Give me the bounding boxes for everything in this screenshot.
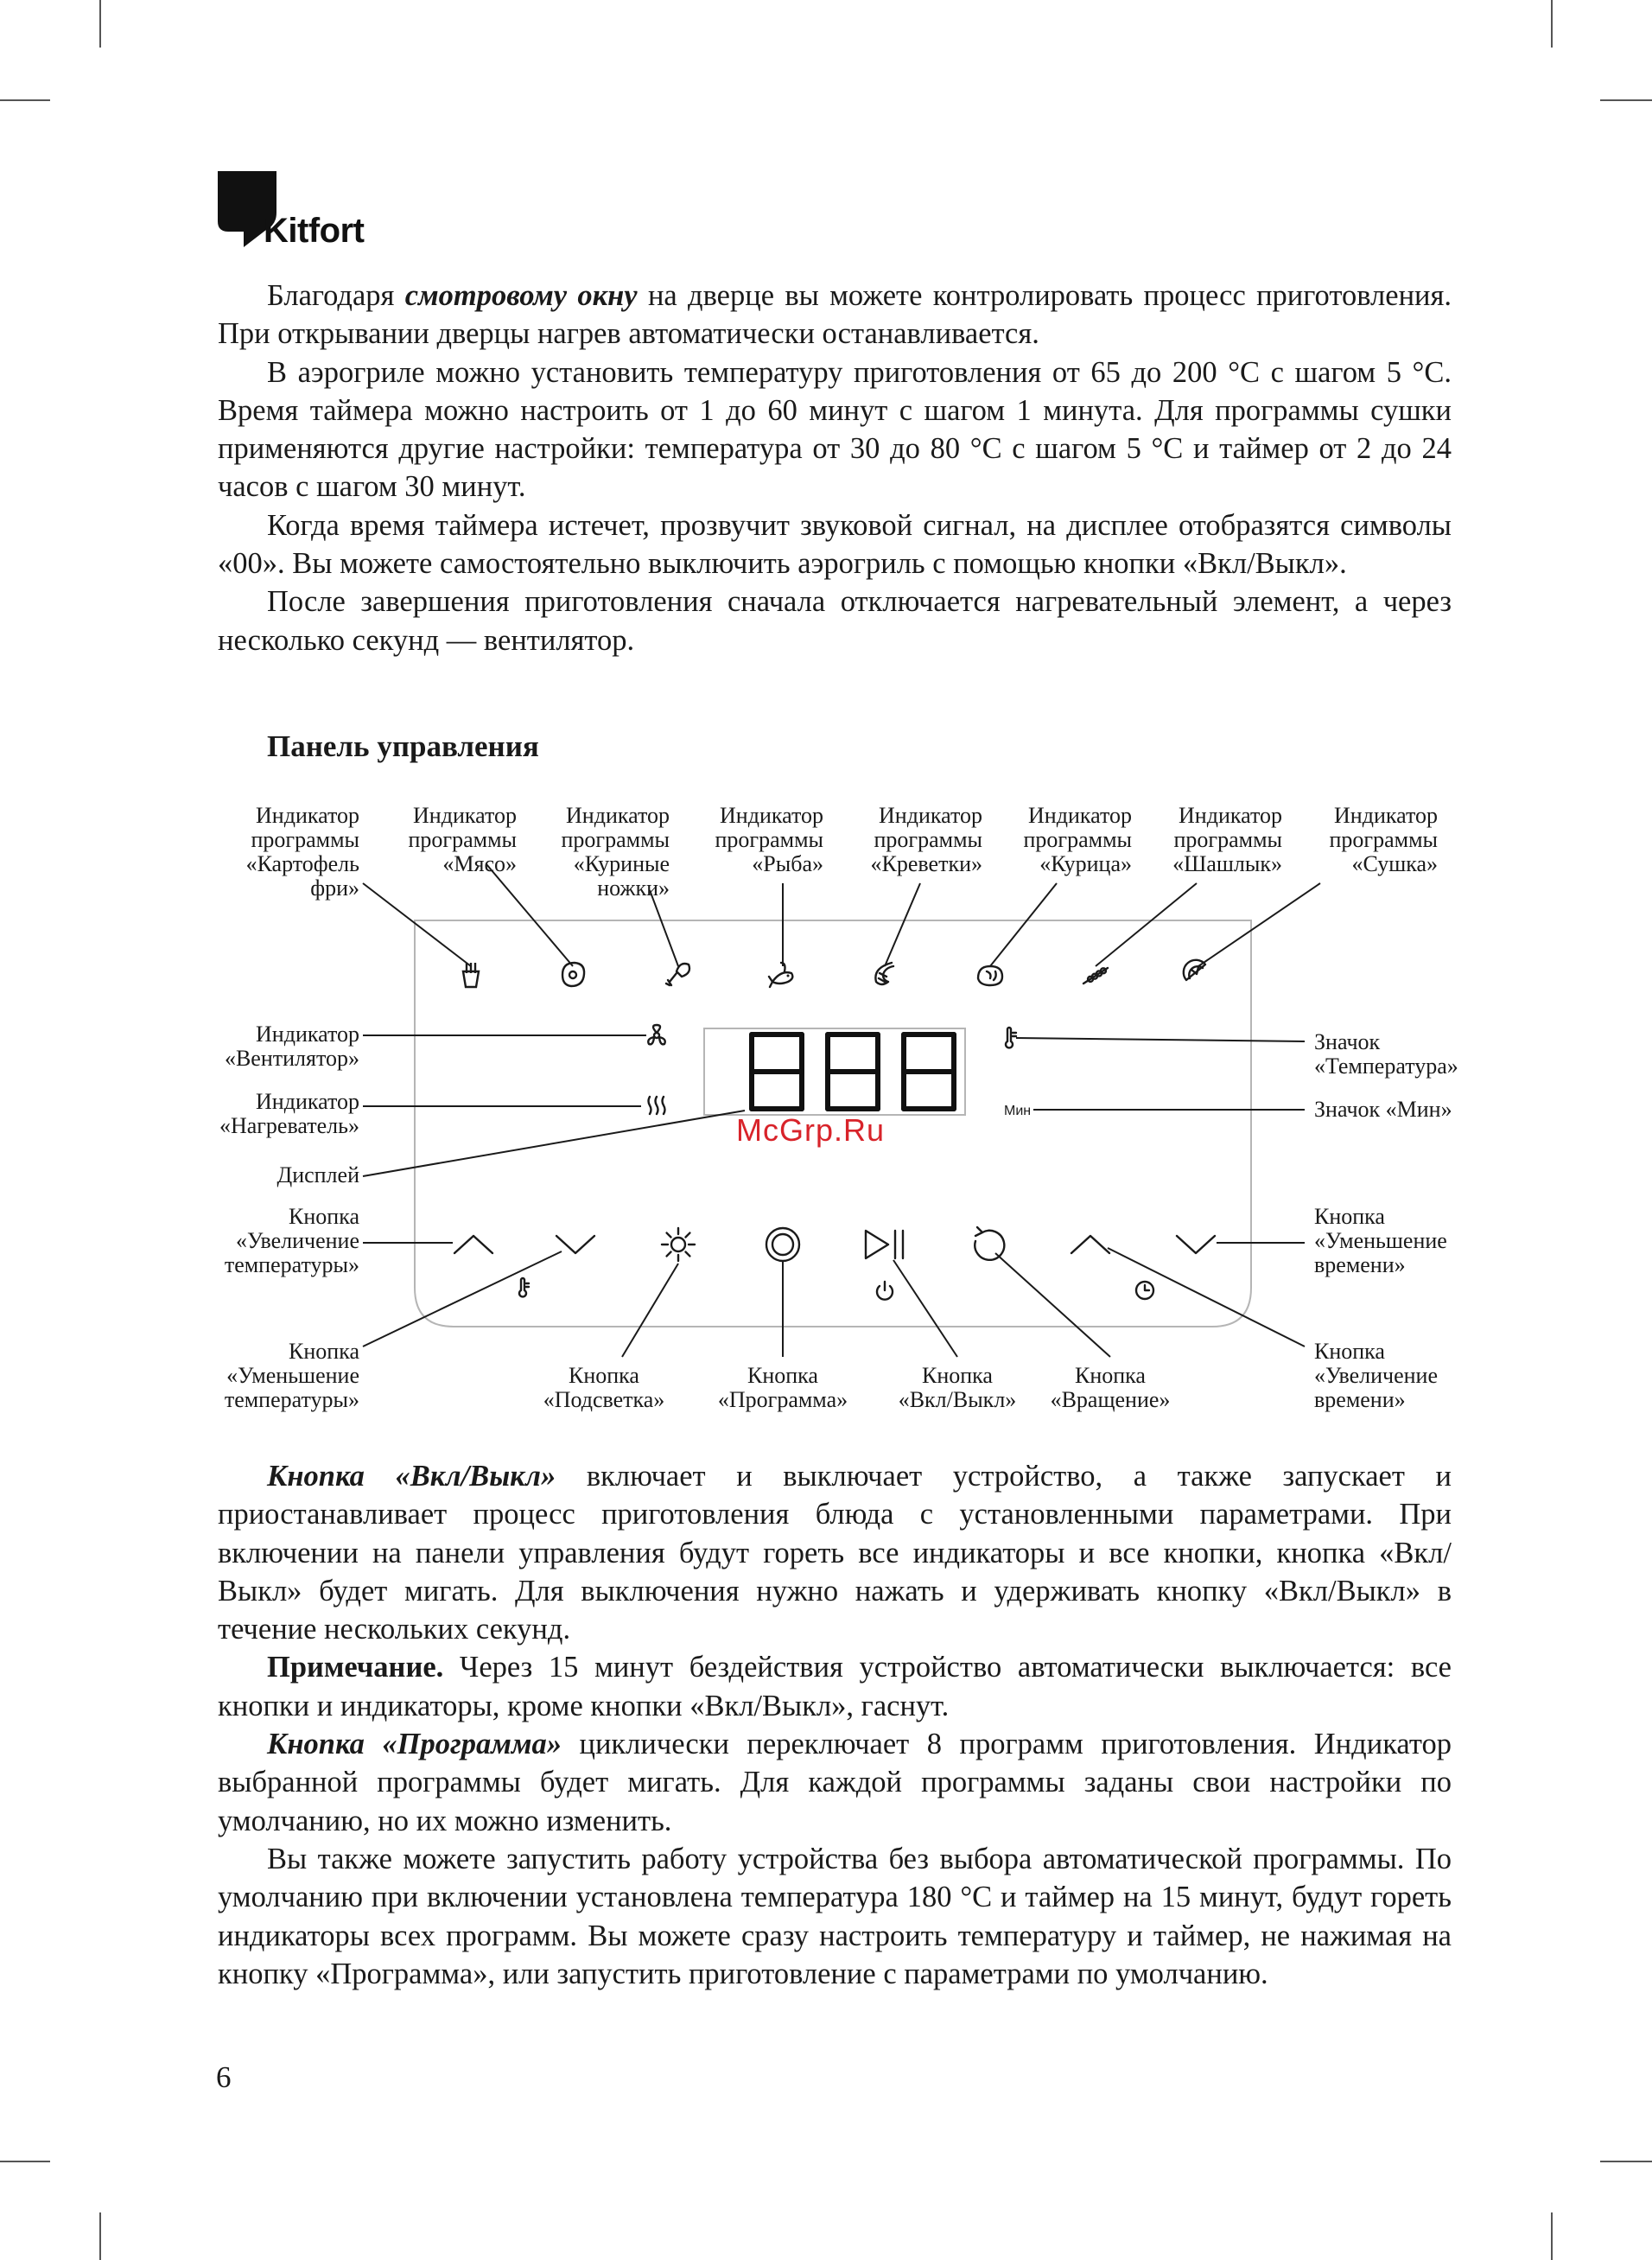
rotation-icon (975, 1227, 1004, 1260)
bottom-callout-label (718, 1363, 848, 1412)
page-number: 6 (216, 2060, 232, 2094)
leader-line (363, 1251, 562, 1346)
icon-shape (648, 1025, 665, 1044)
emphasis-run: Кнопка «Программа» (267, 1728, 562, 1761)
label-line: «Температура» (1314, 1054, 1458, 1079)
display-digit (828, 1035, 878, 1109)
program-button-icon (766, 1228, 799, 1261)
icon-stroke (772, 1234, 793, 1255)
fish-icon (769, 963, 792, 987)
program-indicator-label (715, 803, 824, 876)
icon-stroke (526, 1283, 529, 1287)
icon-stroke (569, 971, 576, 978)
leader-line (363, 1111, 745, 1176)
label-line: «Куриные (573, 851, 670, 876)
paragraph (218, 1840, 1452, 1993)
label-line: температуры» (224, 1387, 359, 1412)
watermark-text: McGrp.Ru (735, 1112, 886, 1148)
label-line: Кнопка (289, 1204, 359, 1229)
label-line: «Вращение» (1050, 1387, 1171, 1412)
label-line: Кнопка (1314, 1339, 1385, 1364)
left-callout-label (225, 1022, 359, 1071)
label-line: Кнопка (1075, 1363, 1146, 1388)
text-run: После завершения приготовления сначала отключается нагревательный элемент, а через несколько секунд — вентилятор. (218, 585, 1452, 657)
program-indicator-label (1330, 803, 1439, 876)
label-line: Индикатор (1179, 803, 1282, 828)
time-up-button (1071, 1236, 1109, 1253)
label-line: Кнопка (1314, 1204, 1385, 1229)
label-line: программы (561, 827, 670, 852)
brand-name: Kitfort (264, 212, 365, 250)
leader-line (893, 1260, 957, 1357)
label-line: программы (1173, 827, 1282, 852)
text-run: включает и выключает устройство, а также запускает и приостанавливает процесс приготовления блюда с установленными параметрами. При включении на панели управления будут гореть все индикаторы и все кнопки, кнопка «Вкл/Выкл» будет мигать. Для выключения нужно нажать и удерживать кнопку «Вкл/Выкл» в течение нескольких секунд. (218, 1460, 1452, 1646)
display-digit (752, 1035, 802, 1109)
icon-stroke (685, 1233, 689, 1238)
program-indicator-label (409, 803, 518, 876)
leader-line (1198, 883, 1320, 966)
label-line: «Уменьшение (1314, 1228, 1447, 1253)
label-line: «Увеличение (235, 1228, 359, 1253)
leader-line (885, 883, 920, 966)
icon-shape (519, 1278, 526, 1296)
right-callout-label (1314, 1097, 1452, 1122)
label-line: «Рыба» (752, 851, 823, 876)
label-line: программы (1329, 827, 1438, 852)
fan-icon (648, 1025, 665, 1044)
icon-stroke (895, 1231, 903, 1258)
label-line: Индикатор (1028, 803, 1132, 828)
label-line: «Курица» (1039, 851, 1132, 876)
section-title: Панель управления (267, 729, 539, 763)
icon-stroke (685, 1251, 689, 1256)
label-line: «Вкл/Выкл» (898, 1387, 1017, 1412)
label-line: Значок (1314, 1029, 1381, 1054)
label-line: Индикатор (256, 1022, 359, 1047)
label-line: Индикатор (566, 803, 670, 828)
time-down-button (1177, 1236, 1215, 1253)
icon-shape (1006, 1028, 1013, 1047)
icon-stroke (663, 1097, 665, 1114)
icon-stroke (667, 1233, 671, 1238)
label-line: времени» (1314, 1387, 1406, 1412)
icon-stroke (667, 1251, 671, 1256)
program-indicator-label (871, 803, 982, 876)
bottom-callout-label (1051, 1363, 1171, 1412)
text-run: Когда время таймера истечет, прозвучит звуковой сигнал, на дисплее отобразятся символы «00». Вы можете самостоятельно выключить аэрогриль с помощью кнопки «Вкл/Выкл». (218, 508, 1452, 581)
temperature-up-button (454, 1236, 492, 1253)
label-line: программы (1023, 827, 1132, 852)
clock-icon (1136, 1282, 1153, 1299)
icon-shape (1083, 968, 1108, 984)
label-line: «Мясо» (442, 851, 517, 876)
emphasis-run: Примечание. (267, 1651, 444, 1684)
leader-line (1096, 883, 1197, 966)
leader-line (363, 883, 471, 966)
icon-shape (562, 963, 584, 986)
text-run: на дверце вы можете контролировать процесс приготовления. При открывании дверцы нагрев автоматически останавливается. (218, 279, 1452, 351)
emphasis-run: Кнопка «Вкл/Выкл» (267, 1460, 556, 1493)
heater-icon (649, 1097, 665, 1114)
label-line: Значок «Мин» (1314, 1097, 1452, 1122)
label-line: фри» (310, 875, 359, 901)
icon-shape (766, 1228, 799, 1261)
program-indicator-label (562, 803, 670, 901)
paragraph (218, 1648, 1452, 1725)
label-line: Индикатор (413, 803, 517, 828)
label-line: «Креветки» (870, 851, 982, 876)
icon-stroke (975, 1227, 982, 1236)
icon-shape (463, 971, 479, 987)
label-line: температуры» (224, 1252, 359, 1277)
text-run: В аэрогриле можно установить температуру приготовления от 65 до 200 °С с шагом 5 °С. Время таймера можно настроить от 1 до 60 минут с шагом 1 минута. Для программы сушки применяются другие настройки: температура от 30 до 80 °С с шагом 5 °С и таймер от 2 до 24 часов с шагом 30 минут. (218, 355, 1452, 504)
leader-line (995, 1253, 1110, 1357)
emphasis-run: смотровому окну (404, 279, 638, 312)
text-run: Через 15 минут бездействия устройство автоматически выключается: все кнопки и индикаторы, кроме кнопки «Вкл/Выкл», гаснут. (218, 1651, 1452, 1722)
label-line: программы (408, 827, 517, 852)
label-line: программы (874, 827, 982, 852)
thermometer-small-icon (519, 1278, 529, 1296)
light-icon (662, 1228, 695, 1261)
label-line: Кнопка (747, 1363, 818, 1388)
right-callout-label (1314, 1204, 1447, 1277)
left-callout-label (225, 1339, 360, 1412)
program-indicator-label (246, 803, 360, 901)
right-callout-label (1314, 1339, 1438, 1412)
label-line: времени» (1314, 1252, 1406, 1277)
label-line: Кнопка (569, 1363, 639, 1388)
display-digit (904, 1035, 954, 1109)
text-run: Вы также можете запустить работу устройства без выбора автоматической программы. По умолчанию при включении установлена температура 180 °С и таймер на 15 минут, будут гореть индикаторы всех программ. Вы можете сразу настроить температуру и таймер, не нажимая на кнопку «Программа», или запустить приготовление с параметрами по умолчанию. (218, 1842, 1452, 1990)
label-line: «Вентилятор» (224, 1046, 359, 1071)
label-line: «Картофель (245, 851, 359, 876)
leader-line (486, 864, 573, 966)
skewer-icon (1083, 968, 1108, 984)
label-line: «Увеличение (1314, 1363, 1439, 1388)
right-callout-label (1314, 1029, 1458, 1079)
leader-line (990, 883, 1057, 966)
label-line: Дисплей (276, 1162, 359, 1187)
program-indicator-label (1024, 803, 1133, 876)
icon-stroke (987, 971, 996, 980)
label-line: программы (715, 827, 823, 852)
min-label: Мин (1004, 1104, 1032, 1118)
bottom-callout-label (899, 1363, 1017, 1412)
icon-shape (769, 972, 792, 987)
label-line: Индикатор (256, 803, 359, 828)
label-line: «Шашлык» (1172, 851, 1282, 876)
label-line: «Нагреватель» (219, 1113, 359, 1138)
icon-stroke (666, 973, 677, 985)
fries-icon (463, 963, 479, 987)
temperature-down-button (556, 1236, 594, 1253)
label-line: Индикатор (879, 803, 982, 828)
label-line: «Подсветка» (543, 1387, 665, 1412)
leader-line (1108, 1248, 1305, 1346)
icon-shape (866, 1231, 888, 1258)
left-callout-label (276, 1162, 359, 1187)
play-pause-icon (866, 1231, 903, 1258)
left-callout-label (219, 1089, 359, 1138)
paragraph (218, 1725, 1452, 1840)
label-line: ножки» (597, 875, 670, 901)
icon-stroke (649, 1097, 651, 1114)
label-line: «Программа» (717, 1387, 848, 1412)
label-line: Индикатор (720, 803, 823, 828)
leader-line (1016, 1038, 1305, 1041)
program-indicator-label (1172, 803, 1282, 876)
text-run: Благодаря (267, 279, 405, 312)
leader-line (650, 890, 678, 966)
icon-stroke (1013, 1033, 1016, 1036)
label-line: Индикатор (256, 1089, 359, 1114)
label-line: программы (251, 827, 359, 852)
meat-icon (562, 963, 584, 986)
drumstick-icon (666, 964, 689, 985)
bottom-callout-label (543, 1363, 665, 1412)
label-line: «Уменьшение (226, 1363, 359, 1388)
label-line: «Сушка» (1351, 851, 1438, 876)
leader-line (622, 1264, 678, 1357)
left-callout-label (225, 1204, 360, 1277)
thermometer-icon (1006, 1028, 1016, 1047)
power-icon (877, 1282, 893, 1300)
chicken-icon (978, 966, 1002, 985)
icon-stroke (1145, 1285, 1149, 1290)
paragraph (218, 1457, 1452, 1648)
label-line: Кнопка (289, 1339, 359, 1364)
icon-stroke (787, 975, 790, 977)
label-line: Индикатор (1334, 803, 1438, 828)
body-text (218, 1457, 1452, 1993)
icon-stroke (656, 1097, 658, 1114)
text-run: циклически переключает 8 программ приготовления. Индикатор выбранной программы будет мигать. Для каждой программы заданы свои настройки по умолчанию, но их можно изменить. (218, 1728, 1452, 1837)
icon-shape (671, 1238, 685, 1251)
label-line: Кнопка (922, 1363, 993, 1388)
